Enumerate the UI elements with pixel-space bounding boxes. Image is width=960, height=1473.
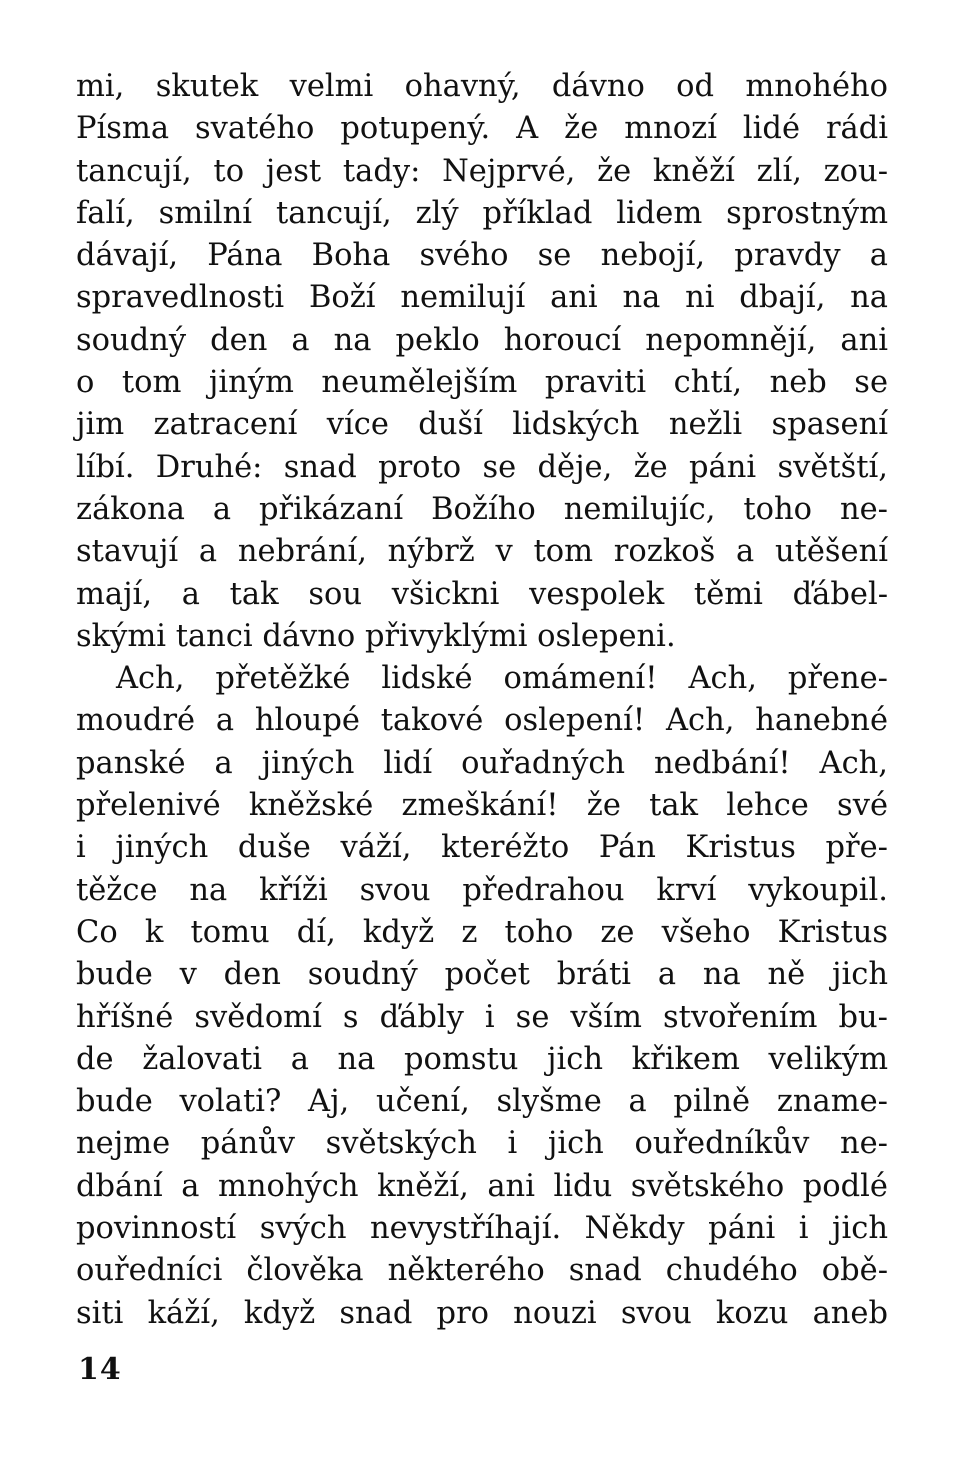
text-line: mi, skutek velmi ohavný, dávno od mnohého bbox=[76, 69, 888, 104]
text-line: de žalovati a na pomstu jich křikem velikým bbox=[76, 1041, 888, 1077]
text-line: jim zatracení více duší lidských nežli spasení bbox=[76, 407, 888, 443]
text-line: hříšné svědomí s ďábly i se vším stvořením bu- bbox=[76, 999, 888, 1035]
text-line: líbí. Druhé: snad proto se děje, že páni světští, bbox=[76, 449, 888, 485]
text-line: tancují, to jest tady: Nejprvé, že kněží zlí, zou- bbox=[76, 153, 888, 189]
text-line: bude v den soudný počet bráti a na ně jich bbox=[76, 957, 888, 993]
text-line: přelenivé kněžské zmeškání! že tak lehce své bbox=[76, 788, 888, 824]
text-line: stavují a nebrání, nýbrž v tom rozkoš a utěšení bbox=[76, 534, 888, 570]
text-line: nejme pánův světských i jich ouředníkův ne- bbox=[76, 1126, 888, 1162]
text-line: mají, a tak sou všickni vespolek těmi ďábel- bbox=[76, 576, 888, 612]
text-line: moudré a hloupé takové oslepení! Ach, hanebné bbox=[76, 703, 888, 739]
text-line: o tom jiným neumělejším praviti chtí, neb se bbox=[76, 365, 888, 401]
text-line: bude volati? Aj, učení, slyšme a pilně zname- bbox=[76, 1084, 888, 1120]
text-line: ouředníci člověka některého snad chudého obě- bbox=[76, 1253, 888, 1289]
text-line: dávají, Pána Boha svého se nebojí, pravdy a bbox=[76, 238, 888, 274]
text-line: dbání a mnohých kněží, ani lidu světského podlé bbox=[76, 1168, 888, 1204]
text-line: Písma svatého potupený. A že mnozí lidé rádi bbox=[76, 111, 888, 147]
text-line: soudný den a na peklo horoucí nepomnějí, ani bbox=[76, 322, 888, 358]
body-text bbox=[76, 66, 888, 1335]
paragraph-start-line: Ach, přetěžké lidské omámení! Ach, přene- bbox=[116, 661, 888, 697]
text-line: spravedlnosti Boží nemilují ani na ni dbají, na bbox=[76, 280, 888, 316]
text-line: siti káží, když snad pro nouzi svou kozu aneb bbox=[76, 1295, 888, 1331]
page-number: 14 bbox=[78, 1352, 122, 1387]
text-line: falí, smilní tancují, zlý příklad lidem sprostným bbox=[76, 195, 888, 231]
paragraph-end-line: skými tanci dávno přivyklými oslepeni. bbox=[76, 618, 676, 654]
text-line: Co k tomu dí, když z toho ze všeho Kristus bbox=[76, 914, 888, 950]
text-line: i jiných duše váží, kteréžto Pán Kristus pře- bbox=[76, 830, 888, 866]
text-line: těžce na kříži svou předrahou krví vykoupil. bbox=[76, 872, 888, 908]
text-line: zákona a přikázaní Božího nemilujíc, toho ne- bbox=[76, 491, 888, 527]
text-line: panské a jiných lidí ouřadných nedbání! Ach, bbox=[76, 745, 888, 781]
text-line: povinností svých nevystříhají. Někdy páni i jich bbox=[76, 1211, 888, 1247]
